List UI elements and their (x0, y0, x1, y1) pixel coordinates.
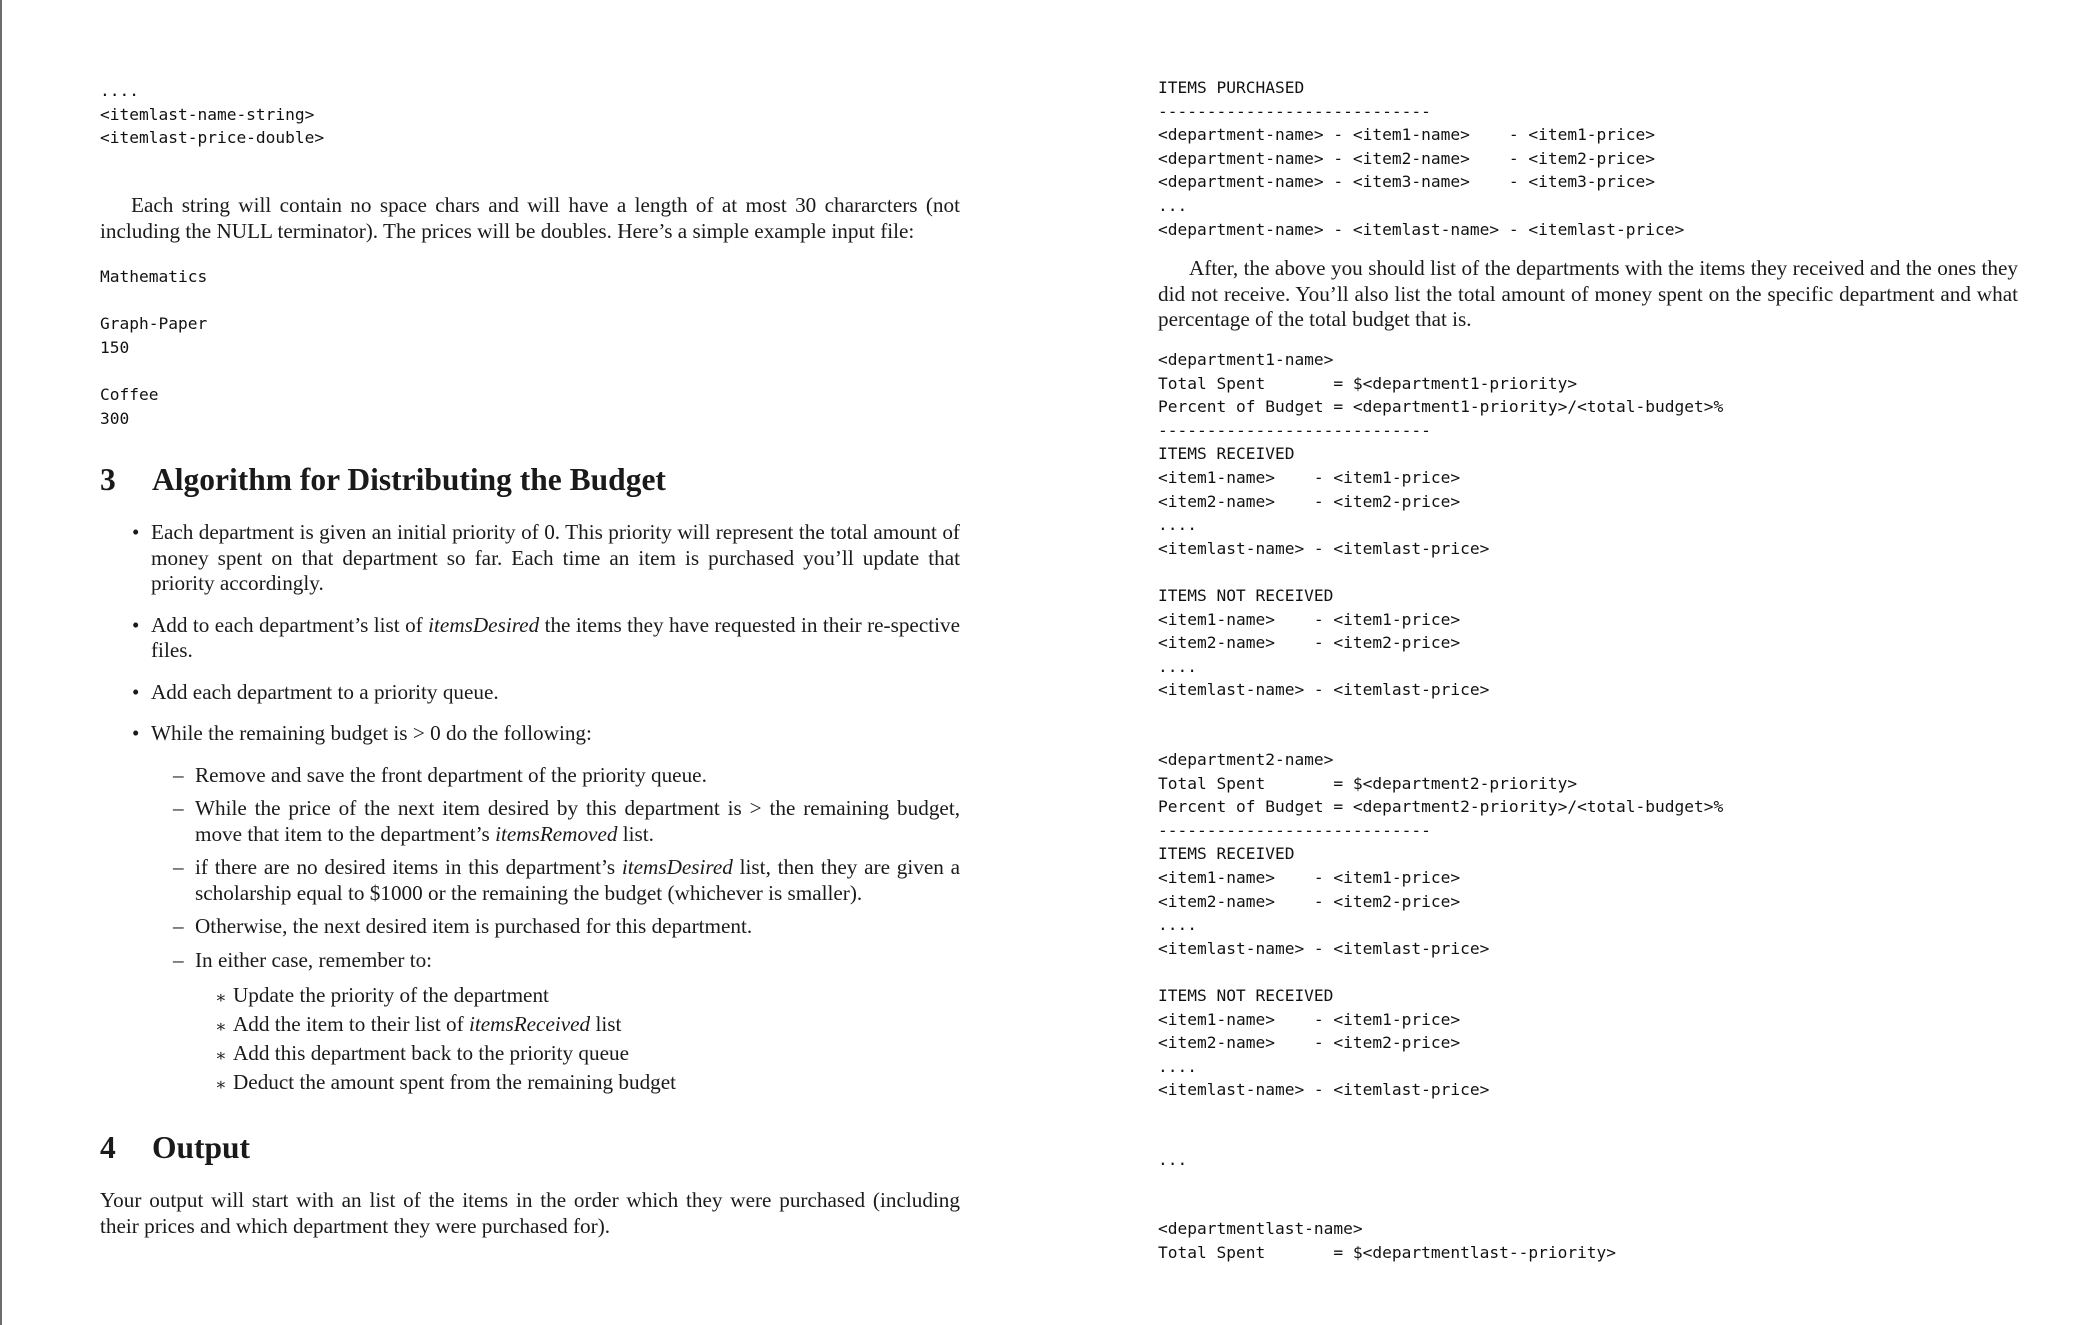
example-input-file (100, 265, 207, 430)
sub-list-item (151, 796, 960, 847)
example-item-name: Graph-Paper (100, 314, 208, 334)
code-header: ITEMS RECEIVED (1158, 844, 1295, 864)
code-ellipsis: .... (1158, 656, 1197, 676)
code-line: <item2-name> - <item2-price> (1158, 891, 1461, 911)
sub-list-item-text: In either case, remember to: (195, 947, 433, 972)
sub-sub-list-item-text: Update the priority of the department (233, 983, 549, 1007)
section-title: Algorithm for Distributing the Budget (152, 462, 666, 497)
sub-sub-list-item-text: Add the item to their list of (233, 1012, 469, 1036)
code-ellipsis: .... (100, 81, 139, 100)
sub-list-item-text: Remove and save the front department of the priority queue. (195, 762, 707, 787)
bullet-icon: • (132, 721, 140, 745)
sub-list-item (151, 763, 960, 789)
example-item-name: Coffee (100, 384, 159, 404)
paragraph-departments: After, the above you should list of the departments with the items they received and the ones they did not receive. You’ll also list the total amount of money spent on the specific department and what percentage of the total budget that is. (1158, 256, 2018, 331)
section-number: 3 (100, 462, 116, 497)
bullet-icon: • (132, 520, 140, 544)
section-number: 4 (100, 1130, 116, 1165)
asterisk-icon: ∗ (215, 1017, 227, 1036)
code-block-items-purchased (1158, 76, 1684, 241)
example-dept: Mathematics (100, 267, 208, 286)
code-line: <item1-name> - <item1-price> (1158, 867, 1461, 887)
variable-name: itemsReceived (468, 1012, 591, 1036)
code-line: <department-name> - <item3-name> - <item3-price> (1158, 172, 1656, 192)
code-line: <itemlast-name> - <itemlast-price> (1158, 938, 1490, 958)
example-item-price: 300 (100, 408, 130, 428)
code-line: <item1-name> - <item1-price> (1158, 467, 1461, 487)
code-line: <department-name> - <item2-name> - <item2-price> (1158, 148, 1656, 168)
list-item-text: While the remaining budget is > 0 do the following: (151, 721, 592, 745)
code-header: ITEMS NOT RECEIVED (1158, 985, 1334, 1005)
code-line: <itemlast-name> - <itemlast-price> (1158, 1080, 1490, 1100)
section-heading-algorithm (100, 462, 666, 498)
code-line: <item1-name> - <item1-price> (1158, 1009, 1461, 1029)
asterisk-icon: ∗ (215, 1046, 227, 1065)
section-title: Output (152, 1130, 251, 1165)
sub-list-item-text: While the price of the next item desired by this department is > the remaining budget, move that item to the department’s (195, 796, 960, 846)
code-line: <department-name> - <item1-name> - <item1-price> (1158, 125, 1656, 145)
code-rule: ---------------------------- (1158, 101, 1431, 121)
variable-name: itemsDesired (428, 612, 540, 637)
sub-sub-list-item (195, 1039, 960, 1068)
code-rule: ---------------------------- (1158, 820, 1431, 840)
asterisk-icon: ∗ (215, 1075, 227, 1094)
list-item-text: Add to each department’s list of (151, 612, 429, 637)
code-block-department-last (1158, 1217, 1616, 1264)
code-total-spent: Total Spent = $<department1-priority> (1158, 373, 1578, 393)
code-ellipsis: .... (1158, 915, 1197, 935)
section-heading-output (100, 1130, 250, 1166)
code-total-spent: Total Spent = $<departmentlast--priority> (1158, 1242, 1617, 1262)
code-ellipsis-between-departments: ... (1158, 1150, 1188, 1169)
sub-sub-list-item (195, 1068, 960, 1097)
list-item-text: Add each department to a priority queue. (151, 679, 499, 704)
code-line: <itemlast-price-double> (100, 128, 325, 148)
page-edge (0, 0, 2, 1325)
sub-sub-list-item (195, 981, 960, 1010)
dash-icon: – (173, 914, 184, 938)
variable-name: itemsRemoved (495, 821, 618, 846)
paragraph-output: Your output will start with an list of the items in the order which they were purchased (including their prices and which department they were purchased for). (100, 1188, 960, 1238)
code-line: <item2-name> - <item2-price> (1158, 491, 1461, 511)
variable-name: itemsDesired (621, 855, 733, 879)
code-header: ITEMS NOT RECEIVED (1158, 585, 1334, 605)
sub-list-item (151, 948, 960, 1098)
code-header: ITEMS RECEIVED (1158, 444, 1295, 464)
dash-icon: – (173, 796, 184, 820)
list-item-text: the items they have requested in their re-spective files. (151, 612, 961, 662)
sub-list-item (151, 914, 960, 940)
code-block-item-format (100, 79, 324, 150)
dash-icon: – (173, 947, 184, 972)
sub-sub-list-item-text: Deduct the amount spent from the remaining budget (233, 1070, 677, 1094)
code-line: <itemlast-name-string> (100, 104, 315, 124)
example-item-price: 150 (100, 337, 130, 357)
code-dept-name: <department1-name> (1158, 350, 1334, 369)
code-block-department2 (1158, 748, 1723, 1102)
sub-list (151, 763, 960, 1098)
code-percent-budget: Percent of Budget = <department2-priority>/<total-budget>% (1158, 797, 1724, 817)
sub-list-item-text: list, then they are given a scholarship equal to $1000 or the remaining the budget (whichever is smaller). (195, 855, 960, 905)
code-line: <department-name> - <itemlast-name> - <itemlast-price> (1158, 219, 1685, 239)
code-ellipsis: .... (1158, 515, 1197, 535)
code-line: <item2-name> - <item2-price> (1158, 633, 1461, 653)
code-block-department1 (1158, 348, 1723, 702)
dash-icon: – (173, 762, 184, 787)
code-dept-name: <departmentlast-name> (1158, 1219, 1363, 1238)
sub-sub-list-item-text: list (590, 1012, 622, 1036)
sub-sub-list-item-text: Add this department back to the priority queue (233, 1041, 629, 1065)
paragraph-string-format: Each string will contain no space chars and will have a length of at most 30 chararcters (not including the NULL terminator). The prices will be doubles. Here’s a simple example input file: (100, 193, 960, 243)
code-ellipsis: .... (1158, 1056, 1197, 1076)
sub-sub-list-item (195, 1010, 960, 1039)
code-line: <item2-name> - <item2-price> (1158, 1033, 1461, 1053)
list-item (100, 721, 960, 1097)
sub-sub-list (195, 981, 960, 1097)
sub-list-item (151, 855, 960, 906)
code-percent-budget: Percent of Budget = <department1-priority>/<total-budget>% (1158, 397, 1724, 417)
code-ellipsis: ... (1158, 195, 1188, 215)
dash-icon: – (173, 855, 184, 879)
code-line: <itemlast-name> - <itemlast-price> (1158, 538, 1490, 558)
code-line: <item1-name> - <item1-price> (1158, 609, 1461, 629)
list-item (100, 613, 960, 664)
algorithm-list (100, 520, 960, 1097)
sub-list-item-text: list. (617, 821, 654, 846)
bullet-icon: • (132, 612, 140, 637)
code-rule: ---------------------------- (1158, 420, 1431, 440)
list-item (100, 680, 960, 706)
code-header: ITEMS PURCHASED (1158, 78, 1305, 97)
sub-list-item-text: Otherwise, the next desired item is purchased for this department. (195, 914, 753, 938)
sub-list-item-text: if there are no desired items in this department’s (195, 855, 622, 879)
code-line: <itemlast-name> - <itemlast-price> (1158, 680, 1490, 700)
asterisk-icon: ∗ (215, 988, 227, 1007)
list-item-text: Each department is given an initial priority of 0. This priority will represent the total amount of money spent on that department so far. Each time an item is purchased you’ll update that priority accordingly. (151, 520, 960, 595)
bullet-icon: • (132, 679, 140, 704)
list-item (100, 520, 960, 597)
code-total-spent: Total Spent = $<department2-priority> (1158, 773, 1578, 793)
code-dept-name: <department2-name> (1158, 750, 1334, 769)
